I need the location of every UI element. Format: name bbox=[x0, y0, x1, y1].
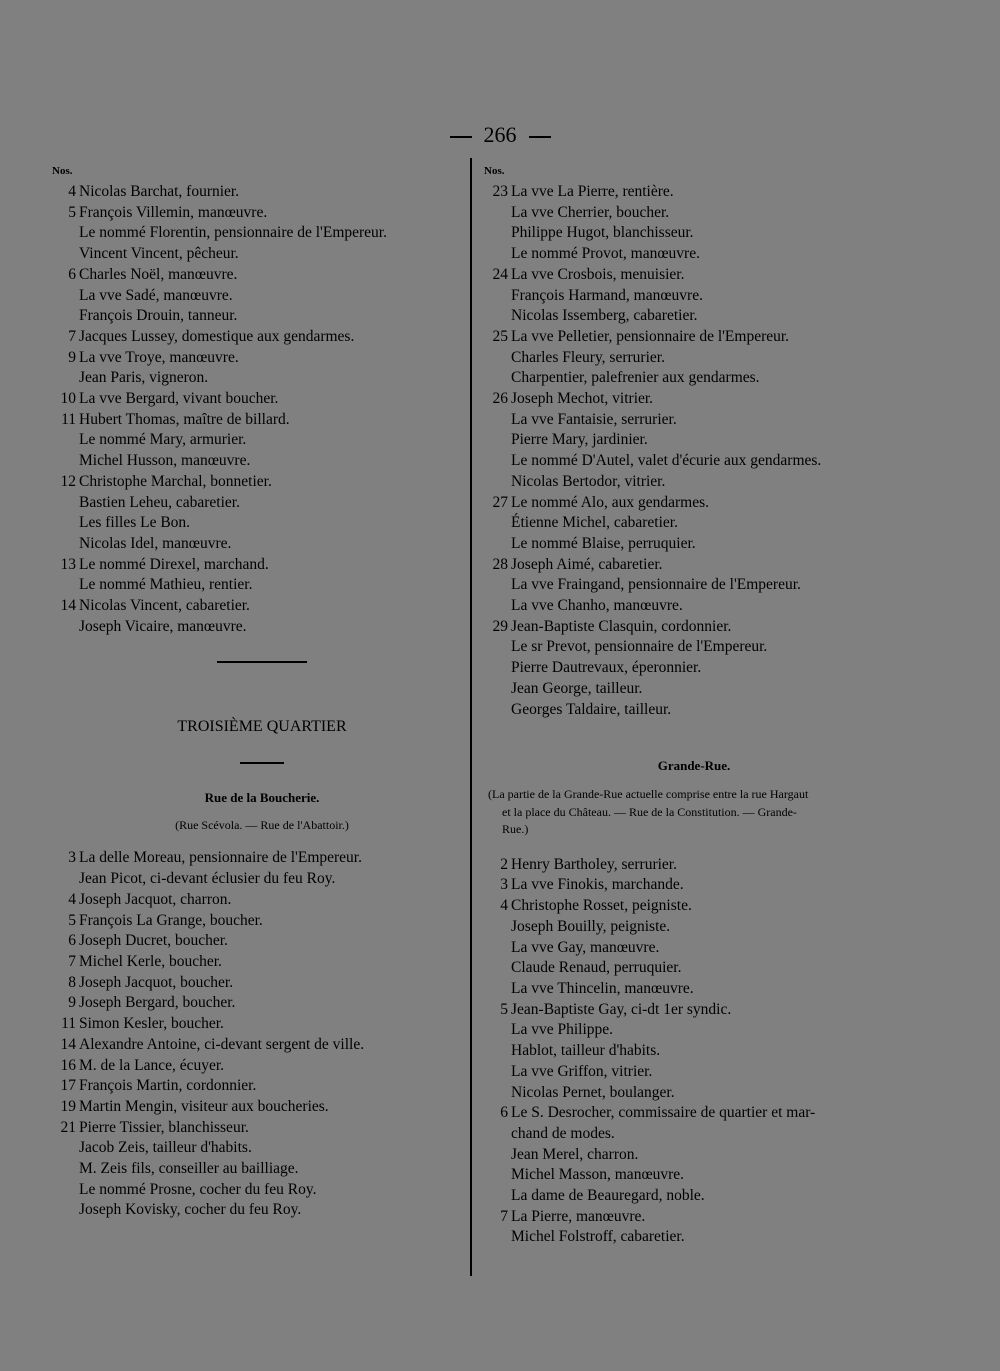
house-number: 25 bbox=[492, 327, 508, 345]
resident-entry: Martin Mengin, visiteur aux boucheries. bbox=[79, 1097, 329, 1115]
list-entry bbox=[52, 534, 472, 555]
resident-entry: Étienne Michel, cabaretier. bbox=[511, 514, 678, 532]
list-entry bbox=[484, 1145, 904, 1166]
resident-entry: La dame de Beauregard, noble. bbox=[511, 1187, 705, 1205]
list-entry bbox=[52, 1180, 472, 1201]
resident-entry: La vve Thincelin, manœuvre. bbox=[511, 980, 694, 997]
list-entry bbox=[52, 430, 472, 451]
house-number bbox=[484, 368, 508, 389]
resident-entry: Philippe Hugot, blanchisseur. bbox=[511, 224, 694, 242]
list-entry bbox=[52, 472, 472, 493]
resident-entry: Alexandre Antoine, ci-devant sergent de ville. bbox=[79, 1035, 365, 1053]
resident-entry: Joseph Mechot, vitrier. bbox=[511, 390, 654, 408]
resident-entry: Hubert Thomas, maître de billard. bbox=[79, 410, 290, 428]
list-entry bbox=[52, 1014, 472, 1035]
list-entry bbox=[484, 1020, 904, 1041]
resident-entry: Pierre Tissier, blanchisseur. bbox=[79, 1118, 249, 1136]
list-entry bbox=[484, 534, 904, 555]
list-entry bbox=[484, 1124, 904, 1145]
list-entry bbox=[484, 575, 904, 596]
resident-entry: M. Zeis fils, conseiller au bailliage. bbox=[79, 1160, 299, 1178]
house-number: 12 bbox=[60, 472, 76, 490]
resident-entry: Joseph Aimé, cabaretier. bbox=[511, 555, 663, 573]
house-number bbox=[484, 203, 508, 224]
list-entry bbox=[52, 451, 472, 472]
list-entry bbox=[484, 1186, 904, 1207]
list-entry bbox=[484, 306, 904, 327]
page-header bbox=[0, 122, 1000, 148]
resident-entry: Les filles Le Bon. bbox=[79, 514, 191, 532]
resident-entry: La vve Cherrier, boucher. bbox=[511, 203, 670, 221]
house-number bbox=[484, 451, 508, 472]
house-number: 5 bbox=[68, 203, 76, 221]
header-dash-left bbox=[450, 136, 472, 138]
resident-entry: Nicolas Barchat, fournier. bbox=[79, 183, 240, 200]
list-entry bbox=[484, 1165, 904, 1186]
list-entry bbox=[484, 917, 904, 938]
list-entry bbox=[484, 1227, 904, 1248]
resident-entry: Jacques Lussey, domestique aux gendarmes. bbox=[79, 327, 355, 345]
right-column bbox=[484, 160, 904, 1248]
resident-entry: Henry Bartholey, serrurier. bbox=[511, 855, 677, 873]
resident-entry: Hablot, tailleur d'habits. bbox=[511, 1042, 661, 1060]
house-number: 7 bbox=[68, 952, 76, 970]
house-number bbox=[484, 244, 508, 265]
list-entry bbox=[484, 472, 904, 493]
resident-entry: Jean-Baptiste Gay, ci-dt 1er syndic. bbox=[511, 1000, 732, 1018]
resident-entry: Vincent Vincent, pêcheur. bbox=[79, 245, 239, 263]
house-number: 29 bbox=[492, 617, 508, 635]
resident-entry: Joseph Jacquot, boucher. bbox=[79, 973, 234, 991]
list-entry bbox=[484, 617, 904, 638]
house-number bbox=[52, 244, 76, 265]
resident-entry: Michel Folstroff, cabaretier. bbox=[511, 1228, 685, 1246]
resident-entry: Nicolas Vincent, cabaretier. bbox=[79, 597, 250, 615]
resident-entry: Charles Fleury, serrurier. bbox=[511, 348, 665, 366]
resident-entry: François Drouin, tanneur. bbox=[79, 307, 238, 325]
house-number bbox=[484, 679, 508, 700]
house-number: 28 bbox=[492, 555, 508, 573]
list-entry bbox=[484, 1062, 904, 1083]
house-number bbox=[484, 637, 508, 658]
numbers-label: Nos. bbox=[484, 165, 505, 177]
list-entry bbox=[484, 286, 904, 307]
street-title: Rue de la Boucherie. bbox=[204, 790, 320, 806]
resident-entry: Christophe Marchal, bonnetier. bbox=[79, 472, 272, 490]
list-entry bbox=[52, 223, 472, 244]
list-entry bbox=[484, 555, 904, 576]
house-number: 16 bbox=[60, 1056, 76, 1074]
resident-entry: Jean George, tailleur. bbox=[511, 679, 643, 697]
house-number bbox=[52, 451, 76, 472]
house-number bbox=[484, 1083, 508, 1104]
house-number bbox=[52, 223, 76, 244]
house-number bbox=[484, 348, 508, 369]
list-entry bbox=[52, 306, 472, 327]
list-entry bbox=[52, 389, 472, 410]
house-number: 2 bbox=[500, 855, 508, 873]
resident-entry: Charles Noël, manœuvre. bbox=[79, 265, 238, 283]
resident-entry: François Villemin, manœuvre. bbox=[79, 203, 268, 221]
list-entry bbox=[484, 223, 904, 244]
list-entry bbox=[484, 979, 904, 1000]
resident-entry: Jacob Zeis, tailleur d'habits. bbox=[79, 1139, 252, 1157]
list-entry bbox=[52, 244, 472, 265]
street-note-line: (La partie de la Grande-Rue actuelle comprise entre la rue Hargaut bbox=[488, 787, 809, 802]
resident-entry: Joseph Bergard, boucher. bbox=[79, 994, 236, 1012]
list-entry bbox=[484, 958, 904, 979]
list-entry bbox=[52, 1097, 472, 1118]
resident-entry: Joseph Jacquot, charron. bbox=[79, 890, 232, 908]
list-entry bbox=[484, 938, 904, 959]
resident-entry: La vve Gay, manœuvre. bbox=[511, 938, 660, 956]
resident-entry: La vve Fantaisie, serrurier. bbox=[511, 410, 677, 428]
house-number bbox=[484, 472, 508, 493]
list-entry bbox=[484, 1103, 904, 1124]
left-bottom-list bbox=[52, 848, 472, 1221]
list-entry bbox=[52, 555, 472, 576]
house-number: 5 bbox=[68, 911, 76, 929]
list-entry bbox=[484, 513, 904, 534]
resident-entry: Le nommé Provot, manœuvre. bbox=[511, 245, 700, 263]
house-number bbox=[52, 306, 76, 327]
list-entry bbox=[52, 1138, 472, 1159]
numbers-label: Nos. bbox=[52, 165, 73, 177]
house-number: 26 bbox=[492, 390, 508, 408]
list-entry bbox=[484, 430, 904, 451]
house-number: 6 bbox=[68, 932, 76, 950]
resident-entry: Le sr Prevot, pensionnaire de l'Empereur. bbox=[511, 638, 768, 656]
house-number bbox=[484, 430, 508, 451]
house-number bbox=[52, 1200, 76, 1221]
house-number bbox=[484, 979, 508, 1000]
resident-entry: Charpentier, palefrenier aux gendarmes. bbox=[511, 369, 760, 387]
list-entry bbox=[52, 1159, 472, 1180]
house-number: 19 bbox=[60, 1097, 76, 1115]
resident-entry: Nicolas Idel, manœuvre. bbox=[79, 534, 232, 552]
resident-entry: Joseph Bouilly, peigniste. bbox=[511, 917, 671, 935]
header-dash-right bbox=[529, 136, 551, 138]
list-entry bbox=[52, 1056, 472, 1077]
house-number bbox=[484, 1041, 508, 1062]
house-number bbox=[484, 700, 508, 721]
house-number bbox=[484, 1124, 508, 1145]
street-note bbox=[484, 786, 904, 839]
list-entry bbox=[484, 875, 904, 896]
list-entry bbox=[52, 203, 472, 224]
house-number: 6 bbox=[500, 1104, 508, 1122]
list-entry bbox=[52, 1118, 472, 1139]
house-number bbox=[52, 286, 76, 307]
house-number: 13 bbox=[60, 555, 76, 573]
page-number: 266 bbox=[483, 122, 517, 147]
list-entry bbox=[484, 896, 904, 917]
list-entry bbox=[52, 286, 472, 307]
list-entry bbox=[484, 1000, 904, 1021]
list-entry bbox=[484, 182, 904, 203]
resident-entry: La vve Fraingand, pensionnaire de l'Empereur. bbox=[511, 576, 801, 594]
house-number: 3 bbox=[500, 876, 508, 894]
resident-entry: La Pierre, manœuvre. bbox=[511, 1207, 646, 1225]
resident-entry: Claude Renaud, perruquier. bbox=[511, 959, 682, 977]
house-number bbox=[484, 306, 508, 327]
list-entry bbox=[52, 575, 472, 596]
house-number bbox=[52, 617, 76, 638]
house-number bbox=[484, 596, 508, 617]
list-entry bbox=[484, 679, 904, 700]
list-entry bbox=[52, 973, 472, 994]
house-number: 23 bbox=[492, 183, 508, 200]
resident-entry: La vve Chanho, manœuvre. bbox=[511, 597, 683, 615]
house-number bbox=[484, 1145, 508, 1166]
house-number bbox=[52, 1180, 76, 1201]
list-entry bbox=[484, 203, 904, 224]
resident-entry: Le nommé D'Autel, valet d'écurie aux gendarmes. bbox=[511, 452, 822, 470]
house-number bbox=[484, 938, 508, 959]
list-entry bbox=[52, 1200, 472, 1221]
house-number bbox=[52, 1138, 76, 1159]
resident-entry: Jean-Baptiste Clasquin, cordonnier. bbox=[511, 617, 732, 635]
resident-entry: La vve Sadé, manœuvre. bbox=[79, 286, 233, 304]
house-number: 24 bbox=[492, 265, 508, 283]
list-entry bbox=[52, 890, 472, 911]
list-entry bbox=[52, 265, 472, 286]
house-number bbox=[484, 1020, 508, 1041]
house-number bbox=[52, 513, 76, 534]
resident-entry: Michel Masson, manœuvre. bbox=[511, 1166, 685, 1184]
house-number bbox=[484, 1186, 508, 1207]
resident-entry: Jean Merel, charron. bbox=[511, 1145, 639, 1163]
resident-entry: Nicolas Bertodor, vitrier. bbox=[511, 472, 666, 490]
house-number: 4 bbox=[68, 890, 76, 908]
list-entry bbox=[52, 911, 472, 932]
list-entry bbox=[484, 493, 904, 514]
house-number: 3 bbox=[68, 849, 76, 867]
house-number bbox=[52, 575, 76, 596]
list-entry bbox=[484, 637, 904, 658]
house-number bbox=[484, 1062, 508, 1083]
house-number bbox=[484, 534, 508, 555]
resident-entry: François La Grange, boucher. bbox=[79, 911, 263, 929]
house-number: 14 bbox=[60, 597, 76, 615]
list-entry bbox=[52, 1076, 472, 1097]
resident-entry: La vve Crosbois, menuisier. bbox=[511, 265, 685, 283]
resident-entry: Christophe Rosset, peigniste. bbox=[511, 897, 692, 915]
house-number bbox=[484, 223, 508, 244]
house-number: 6 bbox=[68, 265, 76, 283]
resident-entry: La vve La Pierre, rentière. bbox=[511, 183, 674, 200]
house-number bbox=[52, 534, 76, 555]
resident-entry: Le nommé Blaise, perruquier. bbox=[511, 534, 696, 552]
house-number: 4 bbox=[68, 183, 76, 200]
resident-entry: La vve Finokis, marchande. bbox=[511, 876, 684, 894]
list-entry bbox=[52, 513, 472, 534]
list-entry bbox=[52, 869, 472, 890]
list-entry bbox=[52, 617, 472, 638]
resident-entry: Joseph Kovisky, cocher du feu Roy. bbox=[79, 1201, 302, 1219]
resident-entry: Nicolas Issemberg, cabaretier. bbox=[511, 307, 698, 325]
list-entry bbox=[52, 182, 472, 203]
house-number bbox=[52, 430, 76, 451]
list-entry bbox=[484, 265, 904, 286]
list-entry bbox=[52, 368, 472, 389]
house-number: 7 bbox=[68, 327, 76, 345]
list-entry bbox=[484, 244, 904, 265]
street-note: (Rue Scévola. — Rue de l'Abattoir.) bbox=[175, 818, 349, 833]
list-entry bbox=[484, 451, 904, 472]
right-top-list bbox=[484, 182, 904, 720]
left-column bbox=[52, 160, 472, 1221]
house-number bbox=[484, 1165, 508, 1186]
left-top-list bbox=[52, 182, 472, 637]
list-entry bbox=[52, 993, 472, 1014]
house-number: 8 bbox=[68, 973, 76, 991]
resident-entry: Pierre Mary, jardinier. bbox=[511, 431, 648, 449]
list-entry bbox=[52, 952, 472, 973]
street-title: Grande-Rue. bbox=[657, 758, 731, 774]
section-title: TROISIÈME QUARTIER bbox=[177, 718, 347, 736]
house-number: 11 bbox=[61, 1015, 76, 1033]
resident-entry: Jean Paris, vigneron. bbox=[79, 369, 209, 387]
resident-entry: M. de la Lance, écuyer. bbox=[79, 1056, 225, 1074]
resident-entry: Le nommé Prosne, cocher du feu Roy. bbox=[79, 1180, 317, 1198]
resident-entry: Joseph Vicaire, manœuvre. bbox=[79, 617, 247, 635]
list-entry bbox=[484, 1207, 904, 1228]
resident-entry: Le nommé Florentin, pensionnaire de l'Empereur. bbox=[79, 224, 387, 242]
right-bottom-list bbox=[484, 855, 904, 1248]
list-entry bbox=[484, 389, 904, 410]
list-entry bbox=[52, 348, 472, 369]
street-note-line: Rue.) bbox=[502, 822, 529, 837]
house-number bbox=[484, 513, 508, 534]
list-entry bbox=[484, 700, 904, 721]
resident-entry: Pierre Dautrevaux, éperonnier. bbox=[511, 659, 702, 677]
resident-entry: La vve Troye, manœuvre. bbox=[79, 348, 239, 366]
resident-entry: Michel Kerle, boucher. bbox=[79, 952, 222, 970]
house-number: 17 bbox=[60, 1077, 76, 1095]
house-number: 9 bbox=[68, 994, 76, 1012]
list-entry bbox=[52, 596, 472, 617]
house-number: 21 bbox=[60, 1118, 76, 1136]
resident-entry: Le nommé Mary, armurier. bbox=[79, 431, 247, 449]
resident-entry: La vve Pelletier, pensionnaire de l'Empereur. bbox=[511, 327, 790, 345]
list-entry bbox=[484, 658, 904, 679]
resident-entry: François Harmand, manœuvre. bbox=[511, 286, 703, 304]
house-number: 5 bbox=[500, 1000, 508, 1018]
list-entry bbox=[52, 327, 472, 348]
resident-entry: chand de modes. bbox=[511, 1124, 615, 1142]
list-entry bbox=[484, 410, 904, 431]
street-note-line: et la place du Château. — Rue de la Constitution. — Grande- bbox=[502, 804, 797, 819]
resident-entry: François Martin, cordonnier. bbox=[79, 1077, 257, 1095]
resident-entry: Simon Kesler, boucher. bbox=[79, 1015, 224, 1033]
list-entry bbox=[52, 493, 472, 514]
resident-entry: Le S. Desrocher, commissaire de quartier et mar- bbox=[511, 1104, 816, 1122]
house-number bbox=[52, 1159, 76, 1180]
house-number: 11 bbox=[61, 410, 76, 428]
list-entry bbox=[52, 931, 472, 952]
list-entry bbox=[52, 1035, 472, 1056]
resident-entry: Joseph Ducret, boucher. bbox=[79, 932, 228, 950]
list-entry bbox=[484, 327, 904, 348]
list-entry bbox=[484, 348, 904, 369]
resident-entry: Le nommé Alo, aux gendarmes. bbox=[511, 493, 710, 511]
house-number: 27 bbox=[492, 493, 508, 511]
resident-entry: La vve Griffon, vitrier. bbox=[511, 1062, 653, 1080]
resident-entry: Le nommé Mathieu, rentier. bbox=[79, 576, 253, 594]
resident-entry: Georges Taldaire, tailleur. bbox=[511, 700, 672, 718]
resident-entry: Bastien Leheu, cabaretier. bbox=[79, 493, 240, 511]
resident-entry: Michel Husson, manœuvre. bbox=[79, 452, 251, 470]
house-number bbox=[484, 286, 508, 307]
house-number bbox=[52, 869, 76, 890]
house-number bbox=[484, 575, 508, 596]
house-number: 9 bbox=[68, 348, 76, 366]
house-number bbox=[484, 1227, 508, 1248]
house-number bbox=[484, 917, 508, 938]
resident-entry: Jean Picot, ci-devant éclusier du feu Roy. bbox=[79, 870, 336, 888]
house-number: 10 bbox=[60, 390, 76, 408]
house-number bbox=[52, 493, 76, 514]
house-number: 4 bbox=[500, 897, 508, 915]
resident-entry: Le nommé Direxel, marchand. bbox=[79, 555, 269, 573]
resident-entry: La delle Moreau, pensionnaire de l'Empereur. bbox=[79, 849, 362, 867]
list-entry bbox=[52, 410, 472, 431]
house-number bbox=[484, 410, 508, 431]
house-number bbox=[484, 658, 508, 679]
list-entry bbox=[484, 368, 904, 389]
list-entry bbox=[484, 855, 904, 876]
resident-entry: La vve Bergard, vivant boucher. bbox=[79, 390, 279, 408]
list-entry bbox=[484, 1083, 904, 1104]
list-entry bbox=[484, 596, 904, 617]
list-entry bbox=[52, 848, 472, 869]
house-number bbox=[52, 368, 76, 389]
list-entry bbox=[484, 1041, 904, 1062]
house-number: 7 bbox=[500, 1207, 508, 1225]
house-number bbox=[484, 958, 508, 979]
resident-entry: La vve Philippe. bbox=[511, 1021, 614, 1039]
house-number: 14 bbox=[60, 1035, 76, 1053]
resident-entry: Nicolas Pernet, boulanger. bbox=[511, 1083, 675, 1101]
